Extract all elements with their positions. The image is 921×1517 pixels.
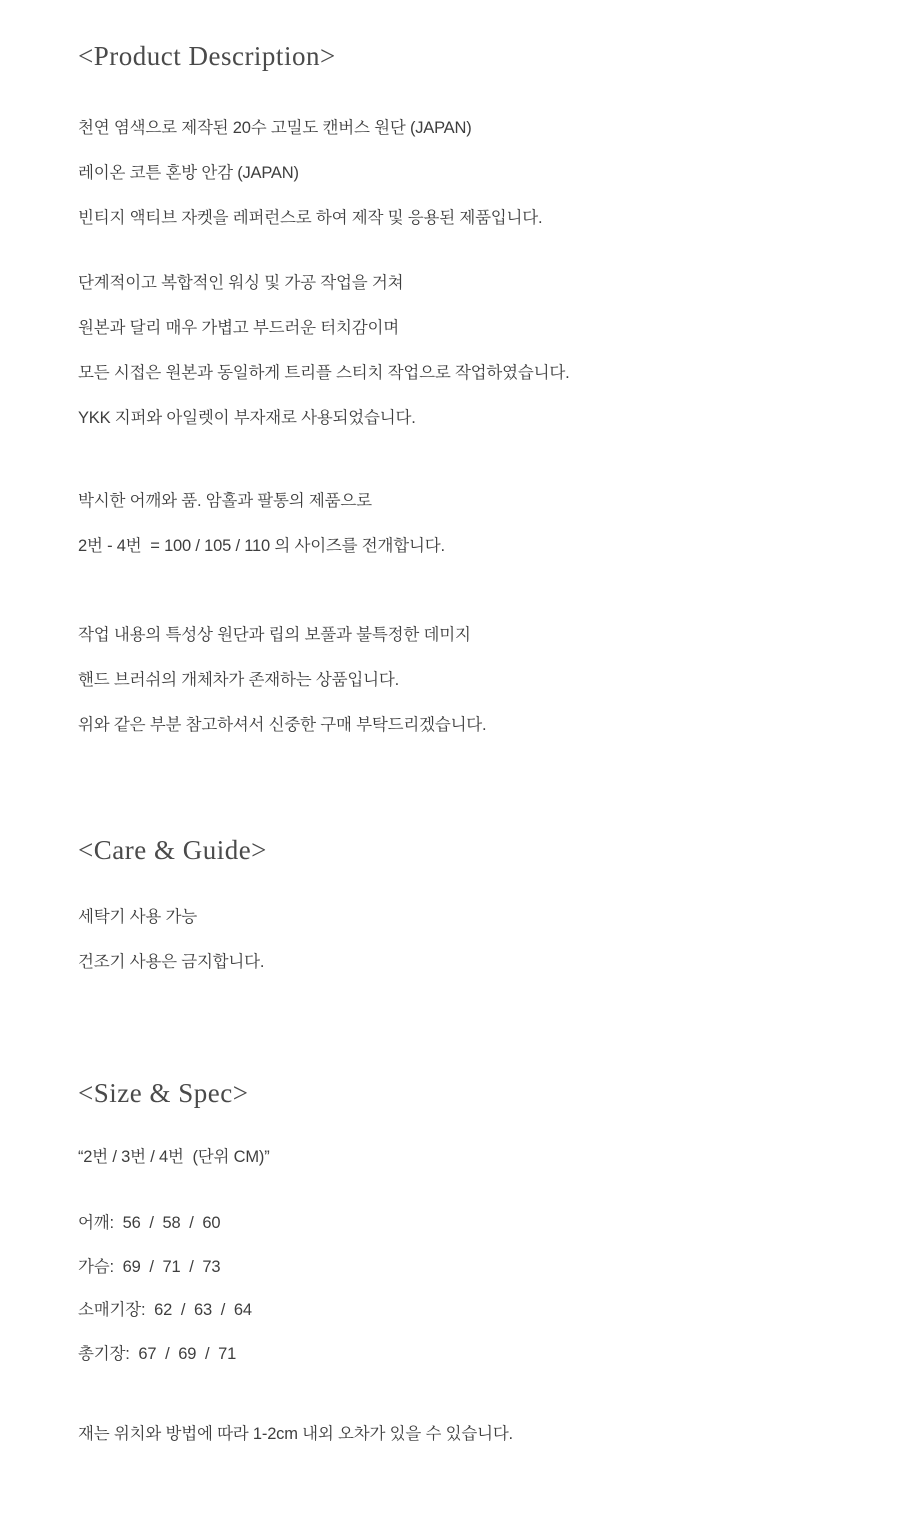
text-line-damage: 작업 내용의 특성상 원단과 립의 보풀과 불특정한 데미지 bbox=[78, 626, 471, 645]
section-size-spec bbox=[78, 1077, 861, 1457]
measurement-tolerance-note: 재는 위치와 방법에 따라 1-2cm 내외 오차가 있을 수 있습니다. bbox=[78, 1425, 513, 1444]
care-guide-heading: <Care & Guide> bbox=[78, 835, 267, 866]
text-line-dryer: 건조기 사용은 금지합니다. bbox=[78, 952, 265, 971]
fit-info-paragraph bbox=[78, 479, 861, 569]
size-row-chest: 가슴: 69 / 71 / 73 bbox=[78, 1257, 221, 1276]
section-product-description bbox=[78, 40, 861, 748]
text-line-hardware: YKK 지퍼와 아일렛이 부자재로 사용되었습니다. bbox=[78, 409, 416, 428]
text-line-fabric: 천연 염색으로 제작된 20수 고밀도 캔버스 원단 (JAPAN) bbox=[78, 119, 472, 138]
text-line-reference: 빈티지 액티브 자켓을 레퍼런스로 하여 제작 및 응용된 제품입니다. bbox=[78, 209, 543, 228]
size-columns-header: “2번 / 3번 / 4번 (단위 CM)” bbox=[78, 1148, 270, 1167]
text-line-purchase-caution: 위와 같은 부분 참고하셔서 신중한 구매 부탁드리겠습니다. bbox=[78, 716, 487, 735]
section-care-guide bbox=[78, 834, 861, 984]
product-description-heading: <Product Description> bbox=[78, 41, 336, 71]
fabric-info-paragraph bbox=[78, 106, 861, 241]
text-line-variance: 핸드 브러쉬의 개체차가 존재하는 상품입니다. bbox=[78, 671, 399, 690]
care-instructions-paragraph bbox=[78, 895, 861, 985]
processing-info-paragraph bbox=[78, 261, 861, 441]
text-line-lining: 레이온 코튼 혼방 안감 (JAPAN) bbox=[78, 164, 299, 183]
text-line-stitch: 모든 시접은 원본과 동일하게 트리플 스티치 작업으로 작업하였습니다. bbox=[78, 364, 570, 383]
caution-info-paragraph bbox=[78, 613, 861, 748]
text-line-size-range: 2번 - 4번 = 100 / 105 / 110 의 사이즈를 전개합니다. bbox=[78, 537, 445, 556]
size-spec-heading: <Size & Spec> bbox=[78, 1077, 249, 1108]
size-row-shoulder: 어깨: 56 / 58 / 60 bbox=[78, 1214, 221, 1233]
text-line-washing: 단계적이고 복합적인 워싱 및 가공 작업을 거쳐 bbox=[78, 274, 404, 293]
size-table bbox=[78, 1202, 861, 1376]
size-row-total-length: 총기장: 67 / 69 / 71 bbox=[78, 1344, 237, 1363]
text-line-washer: 세탁기 사용 가능 bbox=[78, 907, 197, 926]
text-line-fit: 박시한 어깨와 품. 암홀과 팔통의 제품으로 bbox=[78, 492, 372, 511]
text-line-touch: 원본과 달리 매우 가볍고 부드러운 터치감이며 bbox=[78, 319, 399, 338]
size-row-sleeve-length: 소매기장: 62 / 63 / 64 bbox=[78, 1301, 252, 1320]
